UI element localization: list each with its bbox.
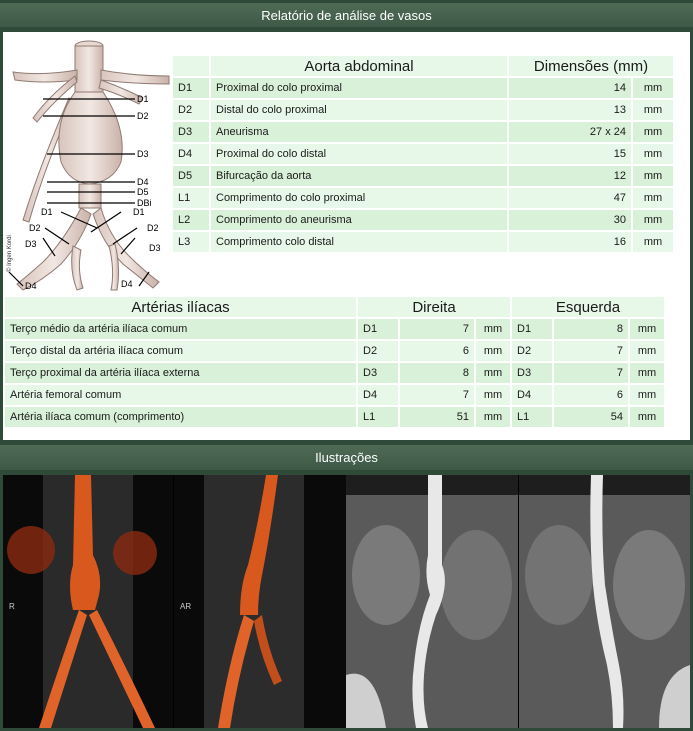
iliac-row: Terço médio da artéria ilíaca comum D1 7 mm D1 8 mm (5, 319, 664, 339)
diagram-label-d3: D3 (137, 149, 149, 159)
ct-curved-reformat-image-2 (519, 475, 690, 728)
vr-render-front-image (3, 475, 173, 728)
diagram-label-d2-left: D2 (147, 223, 159, 233)
diagram-copyright: © Ingen Kordi (7, 235, 13, 272)
illustrations-panel (3, 475, 690, 728)
aorta-table (171, 54, 675, 254)
iliac-table (3, 295, 666, 429)
aorta-row: L3 Comprimento colo distal 16 mm (173, 232, 673, 252)
diagram-label-d3-left: D3 (149, 243, 161, 253)
report-panel (3, 32, 690, 440)
diagram-label-d3-right: D3 (25, 239, 37, 249)
report-title: Relatório de análise de vasos (261, 7, 432, 23)
iliac-row: Artéria ilíaca comum (comprimento) L1 51 mm L1 54 mm (5, 407, 664, 427)
aorta-row: D4 Proximal do colo distal 15 mm (173, 144, 673, 164)
render-label-r: R (9, 602, 15, 611)
diagram-label-d4: D4 (137, 177, 149, 187)
iliac-row: Artéria femoral comum D4 7 mm D4 6 mm (5, 385, 664, 405)
diagram-label-d4-right: D4 (25, 281, 37, 291)
illustrations-title-bar (0, 445, 693, 470)
report-title-bar (0, 3, 693, 27)
aorta-diagram (3, 32, 171, 294)
aorta-row: D3 Aneurisma 27 x 24 mm (173, 122, 673, 142)
iliac-row: Terço distal da artéria ilíaca comum D2 6 mm D2 7 mm (5, 341, 664, 361)
diagram-label-d1: D1 (137, 94, 149, 104)
aorta-header: Aorta abdominal (211, 56, 507, 76)
diagram-label-d4-left: D4 (121, 279, 133, 289)
aorta-row: L1 Comprimento do colo proximal 47 mm (173, 188, 673, 208)
right-header: Direita (358, 297, 510, 317)
iliac-row: Terço proximal da artéria ilíaca externa D3 8 mm D3 7 mm (5, 363, 664, 383)
diagram-label-d1-right: D1 (41, 207, 53, 217)
aorta-row: D5 Bifurcação da aorta 12 mm (173, 166, 673, 186)
aorta-row: D2 Distal do colo proximal 13 mm (173, 100, 673, 120)
aorta-row: D1 Proximal do colo proximal 14 mm (173, 78, 673, 98)
iliac-header: Artérias ilíacas (5, 297, 356, 317)
aorta-row: L2 Comprimento do aneurisma 30 mm (173, 210, 673, 230)
diagram-label-d2: D2 (137, 111, 149, 121)
vr-render-oblique-image (174, 475, 346, 728)
render-label-ar: AR (180, 602, 192, 611)
ct-curved-reformat-image-1 (346, 475, 518, 728)
diagram-label-d1-left: D1 (133, 207, 145, 217)
dimensions-header: Dimensões (mm) (509, 56, 673, 76)
illustrations-title: Ilustrações (315, 450, 378, 465)
diagram-label-d5: D5 (137, 187, 149, 197)
diagram-label-dbi: DBi (137, 198, 152, 208)
diagram-label-d2-right: D2 (29, 223, 41, 233)
left-header: Esquerda (512, 297, 664, 317)
aorta-diagram-illustration (3, 32, 171, 294)
